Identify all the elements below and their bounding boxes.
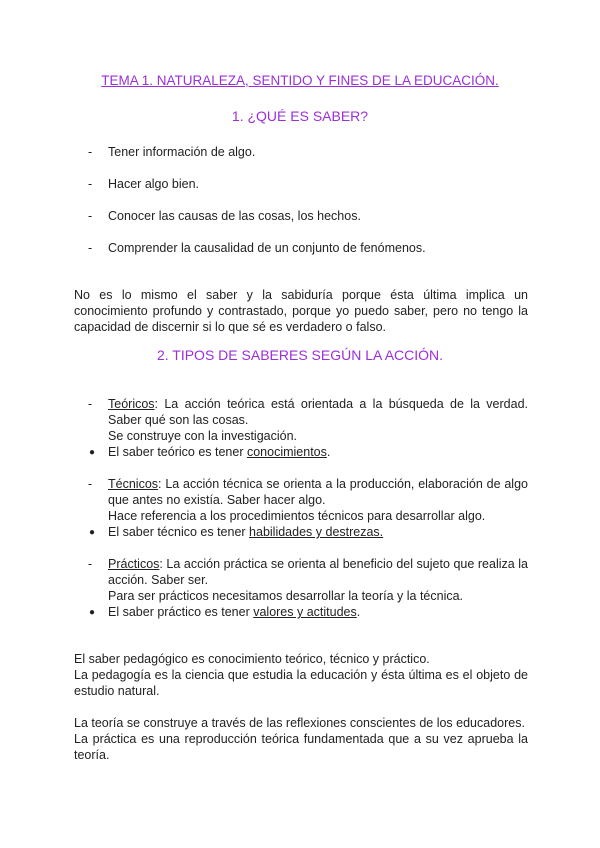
dash-marker: -: [88, 177, 93, 191]
dash-marker: -: [88, 397, 93, 411]
list-item: - Tener información de algo.: [88, 145, 256, 159]
type-term: Teóricos: [108, 397, 155, 411]
type-term: Prácticos: [108, 557, 160, 571]
closing-paragraph-1: El saber pedagógico es conocimiento teórico, técnico y práctico.: [74, 652, 430, 666]
type-theoretical: - Teóricos: La acción teórica está orientada a la búsqueda de la verdad. Saber qué son las cosas. Se construye con la investigación. ● El saber teórico es tener conocimientos.: [88, 397, 528, 459]
bullet-icon: ●: [89, 607, 96, 618]
closing-paragraph-2: La pedagogía es la ciencia que estudia la educación y ésta última es el objeto de estudio natural.: [74, 668, 528, 698]
section-1-heading: 1. ¿QUÉ ES SABER?: [231, 108, 369, 124]
closing-paragraph-3: La teoría se construye a través de las reflexiones conscientes de los educadores.: [74, 716, 525, 730]
dash-marker: -: [88, 145, 93, 159]
list-item: - Conocer las causas de las cosas, los hechos.: [88, 209, 361, 223]
list-item: - Hacer algo bien.: [88, 177, 200, 191]
type-practical: - Prácticos: La acción práctica se orienta al beneficio del sujeto que realiza la acción. Saber ser. Para ser prácticos necesitamos desarrollar la teoría y la técnica. ● El saber práctico es tener valores y actitudes.: [88, 557, 528, 619]
saber-paragraph: No es lo mismo el saber y la sabiduría porque ésta última implica un conocimiento profundo y contrastado, porque yo puedo saber, pero no tengo la capacidad de discernir si lo que sé es verdadero o falso.: [74, 288, 528, 334]
dash-marker: -: [88, 557, 93, 571]
section-2-heading: 2. TIPOS DE SABERES SEGÚN LA ACCIÓN.: [156, 347, 444, 363]
document-title: TEMA 1. NATURALEZA, SENTIDO Y FINES DE LA EDUCACIÓN.: [101, 73, 499, 88]
bullet-icon: ●: [89, 447, 96, 458]
dash-marker: -: [88, 241, 93, 255]
list-item: - Comprender la causalidad de un conjunto de fenómenos.: [88, 241, 426, 255]
type-technical: - Técnicos: La acción técnica se orienta a la producción, elaboración de algo que antes no existía. Saber hacer algo. Hace referencia a los procedimientos técnicos para desarrollar algo. ● El saber técnico es tener habilidades y destrezas.: [88, 477, 528, 539]
bullet-icon: ●: [89, 527, 96, 538]
closing-paragraph-4: La práctica es una reproducción teórica fundamentada que a su vez aprueba la teoría.: [74, 732, 528, 762]
dash-marker: -: [88, 209, 93, 223]
type-term: Técnicos: [108, 477, 159, 491]
section-1-list: [88, 145, 528, 273]
dash-marker: -: [88, 477, 93, 491]
